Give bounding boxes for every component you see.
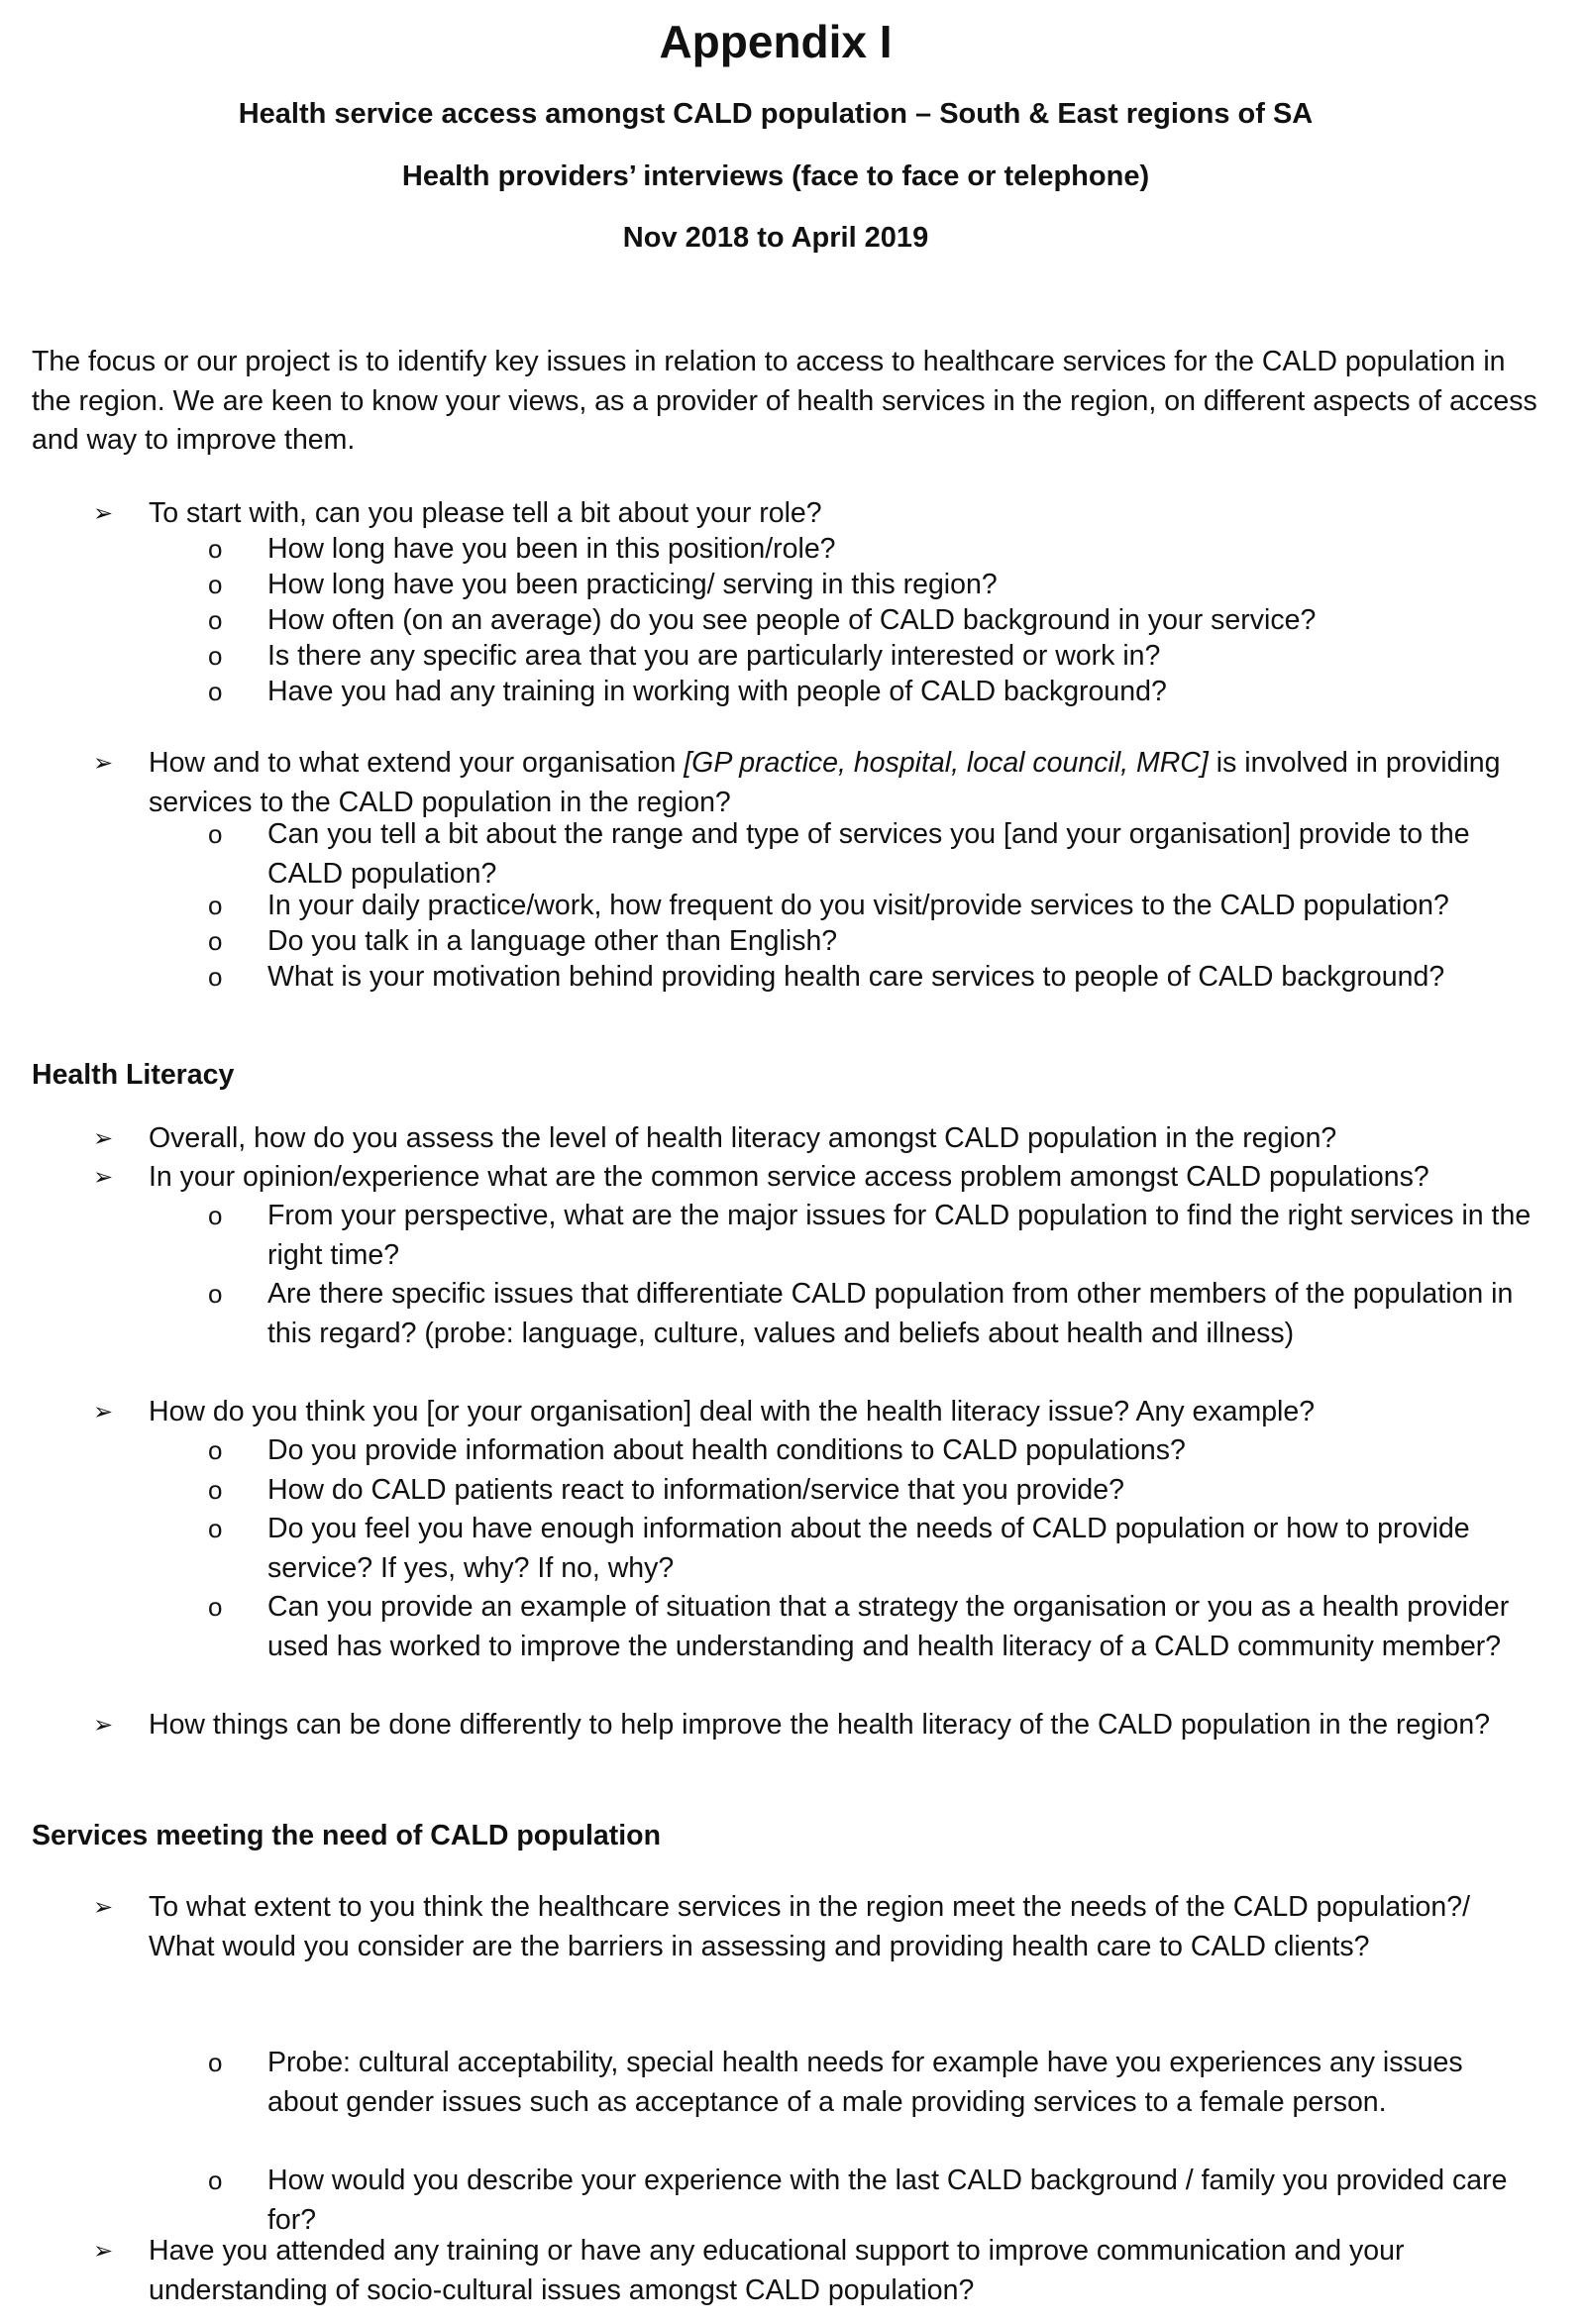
question-deal-with-literacy (93, 1393, 1535, 1432)
circle-bullet-icon: o (208, 1514, 223, 1543)
sub-question-text: Do you feel you have enough information about the needs of CALD population or how to provide service? If yes, why? If no, why? (267, 1513, 1470, 1584)
question-services-meet-needs (93, 1888, 1535, 1966)
circle-bullet-icon: o (208, 2166, 223, 2195)
sub-question (208, 566, 1540, 605)
sub-question (208, 887, 1540, 926)
question-text: To what extent to you think the healthcare services in the region meet the needs of the CALD population?/ What would you consider are the barriers in assessing and providing health care to CALD clients? (149, 1891, 1470, 1962)
sub-question (208, 958, 1540, 998)
sub-question-text: Probe: cultural acceptability, special health needs for example have you experiences any issues about gender issues such as acceptance of a male providing services to a female person. (267, 2047, 1463, 2118)
subtitle-dates: Nov 2018 to April 2019 (622, 222, 929, 254)
section-heading-services: Services meeting the need of CALD population (32, 1820, 662, 1851)
sub-question-text: From your perspective, what are the major issues for CALD population to find the right services in the right time? (267, 1200, 1532, 1271)
subtitle-study: Health service access amongst CALD population – South & East regions of SA (238, 98, 1314, 130)
arrow-bullet-icon: ➢ (93, 1125, 114, 1152)
question-text: Overall, how do you assess the level of health literacy amongst CALD population in the region? (149, 1122, 1337, 1154)
question-access-problems (93, 1158, 1535, 1198)
sub-question-text: How long have you been practicing/ serving in this region? (267, 569, 998, 600)
sub-question (208, 637, 1540, 677)
sub-question (208, 1431, 1540, 1471)
circle-bullet-icon: o (208, 641, 223, 671)
circle-bullet-icon: o (208, 1279, 223, 1309)
question-text: How things can be done differently to help improve the health literacy of the CALD population in the region? (149, 1709, 1491, 1741)
question-text: To start with, can you please tell a bit about your role? (149, 497, 822, 529)
sub-question (208, 2044, 1540, 2122)
sub-question (208, 673, 1540, 712)
subtitle-interviews: Health providers’ interviews (face to face or telephone) (401, 160, 1150, 192)
sub-question-text: How long have you been in this position/role? (267, 533, 836, 565)
sub-question (208, 815, 1540, 894)
question-text: Have you attended any training or have any educational support to improve communication and your understanding of socio-cultural issues amongst CALD population? (149, 2235, 1405, 2306)
circle-bullet-icon: o (208, 570, 223, 599)
sub-question-text: In your daily practice/work, how frequent do you visit/provide services to the CALD population? (267, 890, 1449, 921)
page-title: Appendix I (659, 16, 893, 67)
circle-bullet-icon: o (208, 926, 223, 956)
arrow-bullet-icon: ➢ (93, 500, 114, 527)
circle-bullet-icon: o (208, 891, 223, 920)
sub-question (208, 922, 1540, 962)
arrow-bullet-icon: ➢ (93, 1164, 114, 1191)
question-improve-literacy (93, 1706, 1535, 1745)
sub-question (208, 1471, 1540, 1511)
sub-question (208, 1588, 1540, 1666)
sub-question-text: Do you provide information about health conditions to CALD populations? (267, 1434, 1186, 1466)
intro-paragraph: The focus or our project is to identify key issues in relation to access to healthcare services for the CALD population in the region. We are keen to know your views, as a provider of health services in the region, on different aspects of access and way to improve them. (32, 346, 1537, 456)
question-organisation (93, 744, 1535, 822)
sub-question-text: Can you provide an example of situation that a strategy the organisation or you as a health provider used has worked to improve the understanding and health literacy of a CALD community member? (267, 1591, 1510, 1662)
circle-bullet-icon: o (208, 962, 223, 992)
sub-question-text: What is your motivation behind providing health care services to people of CALD background? (267, 961, 1445, 993)
question-training (93, 2232, 1535, 2310)
sub-question-text: How would you describe your experience with the last CALD background / family you provided care for? (267, 2165, 1508, 2236)
arrow-bullet-icon: ➢ (93, 2238, 114, 2265)
circle-bullet-icon: o (208, 534, 223, 564)
arrow-bullet-icon: ➢ (93, 1894, 114, 1921)
sub-question (208, 2162, 1540, 2240)
circle-bullet-icon: o (208, 1201, 223, 1230)
question-health-literacy-level (93, 1119, 1535, 1159)
sub-question-text: Are there specific issues that differentiate CALD population from other members of the population in this regard? (probe: language, culture, values and beliefs about health and illness) (267, 1278, 1514, 1349)
circle-bullet-icon: o (208, 677, 223, 706)
circle-bullet-icon: o (208, 1435, 223, 1465)
arrow-bullet-icon: ➢ (93, 750, 114, 777)
sub-question-text: Do you talk in a language other than English? (267, 925, 838, 957)
sub-question-text: Have you had any training in working with people of CALD background? (267, 676, 1167, 707)
question-text-end: is involved in providing services to the CALD population in the region? (149, 747, 1501, 818)
question-text: How do you think you [or your organisation] deal with the health literacy issue? Any example? (149, 1396, 1316, 1427)
arrow-bullet-icon: ➢ (93, 1399, 114, 1426)
organisation-examples: [GP practice, hospital, local council, MRC] (684, 747, 1209, 779)
circle-bullet-icon: o (208, 819, 223, 849)
sub-question (208, 1510, 1540, 1588)
arrow-bullet-icon: ➢ (93, 1712, 114, 1739)
question-text: In your opinion/experience what are the common service access problem amongst CALD populations? (149, 1161, 1429, 1193)
sub-question-text: Is there any specific area that you are particularly interested or work in? (267, 640, 1161, 672)
sub-question-text: Can you tell a bit about the range and type of services you [and your organisation] provide to the CALD population? (267, 818, 1470, 890)
section-heading-health-literacy: Health Literacy (32, 1059, 235, 1091)
circle-bullet-icon: o (208, 605, 223, 635)
sub-question (208, 1197, 1540, 1275)
circle-bullet-icon: o (208, 1475, 223, 1505)
question-text-start: How and to what extend your organisation (149, 747, 685, 779)
sub-question-text: How often (on an average) do you see people of CALD background in your service? (267, 604, 1317, 636)
sub-question (208, 530, 1540, 570)
sub-question-text: How do CALD patients react to information/service that you provide? (267, 1474, 1124, 1506)
circle-bullet-icon: o (208, 1592, 223, 1622)
sub-question (208, 1275, 1540, 1353)
sub-question (208, 601, 1540, 641)
circle-bullet-icon: o (208, 2048, 223, 2077)
question-role (93, 494, 1535, 534)
